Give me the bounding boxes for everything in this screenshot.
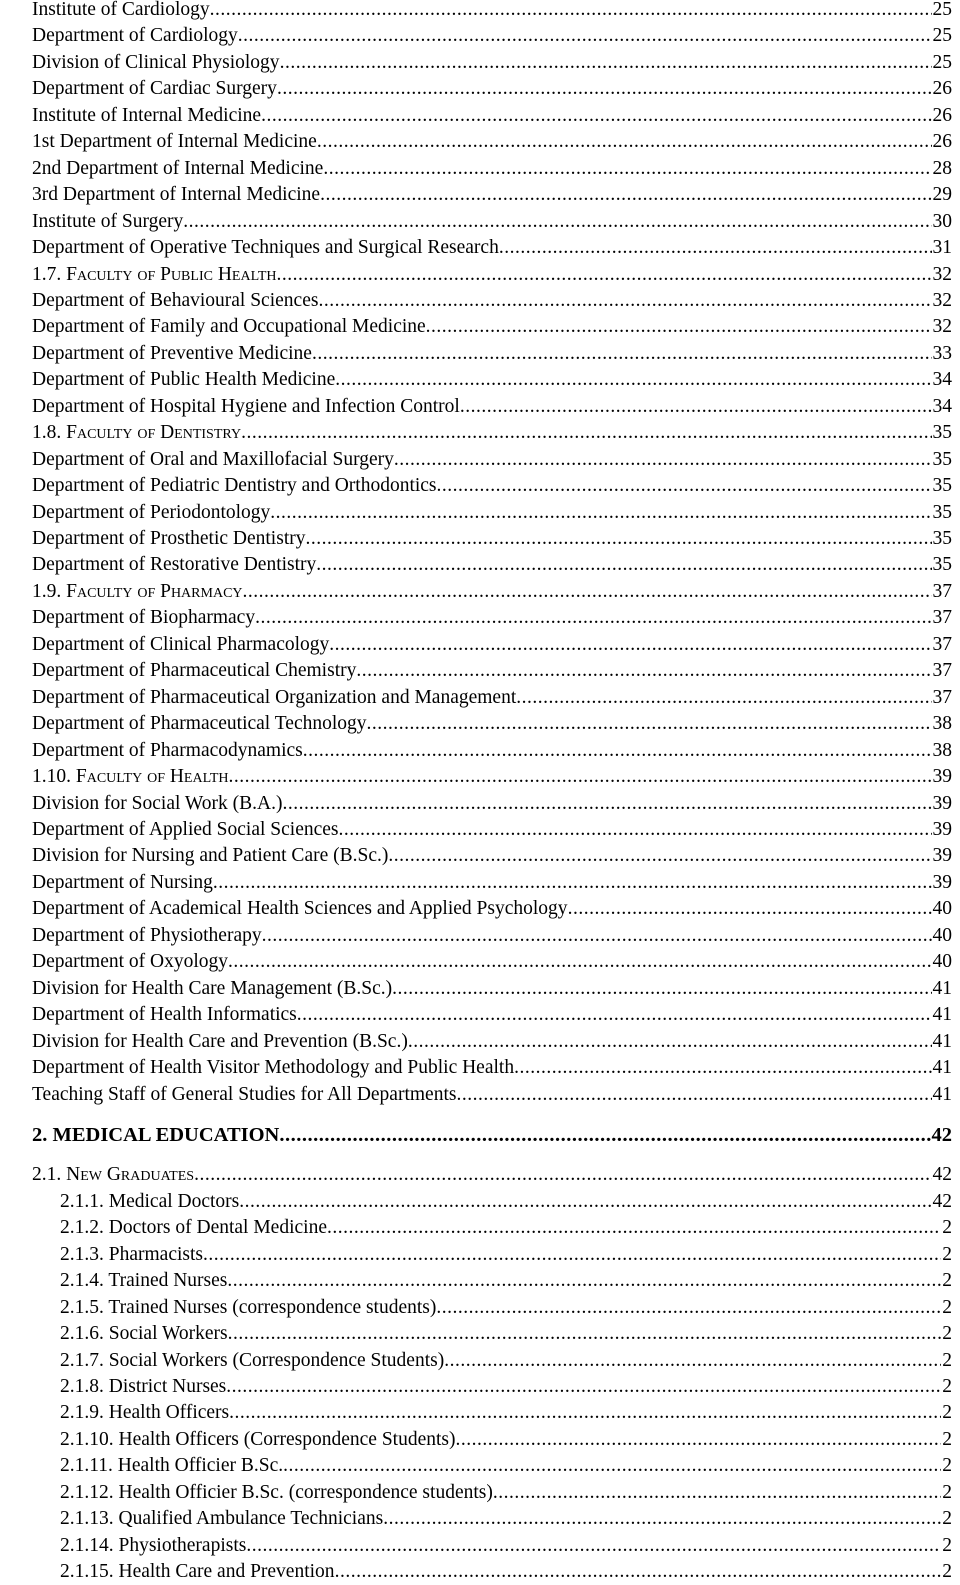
toc-entry[interactable] [60,1295,952,1321]
toc-entry-label: Department of Pharmaceutical Chemistry [32,660,357,682]
dot-leader [460,394,932,420]
toc-entry-label: Department of Clinical Pharmacology [32,633,330,655]
dot-leader [277,262,932,288]
toc-entry-page-number: 31 [932,237,952,258]
dot-leader [426,314,932,340]
toc-entry-label: 1.7. Faculty of Public Health [32,263,277,285]
toc-entry[interactable] [32,76,952,102]
toc-entry-label: 2.1.10. Health Officers (Correspondence Students) [60,1428,456,1450]
toc-entry[interactable] [32,579,952,605]
dot-leader [270,500,931,526]
dot-leader [329,632,931,658]
toc-entry-label: Department of Public Health Medicine [32,369,336,391]
toc-entry-page-number: 35 [932,528,952,549]
toc-entry[interactable] [32,526,952,552]
toc-entry-page-number: 34 [932,369,952,391]
toc-entry[interactable] [32,632,952,658]
toc-entry[interactable] [32,711,952,737]
toc-entry-page-number: 35 [932,554,952,576]
toc-entry-page-number: 2 [942,1323,952,1345]
dot-leader [339,817,932,843]
dot-leader [203,1242,941,1268]
toc-entry[interactable] [32,817,952,843]
toc-entry[interactable] [32,1029,952,1055]
dot-leader [317,129,932,155]
toc-entry-label: Department of Oral and Maxillofacial Surgery [32,448,394,470]
toc-entry-page-number: 2 [942,1376,952,1397]
dot-leader [277,76,932,102]
toc-entry[interactable] [32,288,952,314]
toc-entry-label: Department of Behavioural Sciences [32,289,319,311]
toc-entry-page-number: 37 [932,660,952,682]
dot-leader [388,843,931,869]
dot-leader [323,156,931,182]
dot-leader [516,685,931,711]
dot-leader [356,658,931,684]
toc-entry-page-number: 40 [932,898,952,920]
toc-entry-label: Department of Preventive Medicine [32,342,312,364]
toc-entry-label: 3rd Department of Internal Medicine [32,184,321,206]
toc-entry-label: Department of Family and Occupational Medicine [32,316,426,338]
toc-entry-page-number: 37 [932,580,952,602]
toc-entry-label: Department of Pharmaceutical Organization and Management [32,686,517,708]
toc-entry[interactable] [32,976,952,1002]
toc-entry-page-number: 37 [932,607,952,629]
toc-entry-label: 2.1.5. Trained Nurses (correspondence students) [60,1296,437,1318]
toc-entry-page-number: 42 [932,1190,952,1212]
toc-entry-page-number: 2 [942,1561,952,1583]
toc-entry[interactable] [32,367,952,393]
toc-entry-page-number: 26 [932,78,952,100]
dot-leader [493,1480,941,1506]
toc-entry[interactable] [60,1480,952,1506]
toc-entry-page-number: 25 [932,51,952,73]
toc-entry[interactable] [60,1374,952,1400]
dot-leader [261,103,931,129]
toc-entry-label: Department of Physiotherapy [32,924,262,946]
toc-entry-label: Division for Health Care and Prevention (B.Sc.) [32,1030,408,1052]
toc-entry-page-number: 2 [942,1481,952,1503]
dot-leader [514,1055,931,1081]
dot-leader [320,182,931,208]
toc-entry-label: Department of Pharmacodynamics [32,739,303,761]
toc-entry-label: Department of Restorative Dentistry [32,554,317,576]
toc-entry-label: Department of Applied Social Sciences [32,819,339,840]
toc-entry-label: Department of Oxyology [32,951,229,973]
toc-entry-page-number: 35 [932,501,952,523]
dot-leader [262,923,932,949]
toc-entry-label: 1.8. Faculty of Dentistry [32,422,242,444]
toc-entry-label: Department of Academical Health Sciences and Applied Psychology [32,898,568,920]
toc-entry[interactable] [32,1122,952,1148]
dot-leader [303,738,932,764]
toc-entry-page-number: 2 [942,1243,952,1265]
toc-entry-page-number: 41 [932,1004,952,1026]
toc-entry-label: 2.1.8. District Nurses [60,1376,227,1397]
dot-leader [456,1427,942,1453]
dot-leader [283,1453,941,1479]
toc-entry-label: 2.1. New Graduates [32,1164,195,1186]
dot-leader [228,949,931,975]
toc-entry-page-number: 30 [932,210,952,232]
toc-entry[interactable] [60,1268,952,1294]
toc-entry-page-number: 32 [932,289,952,311]
toc-entry-page-number: 32 [932,316,952,338]
dot-leader [241,420,931,446]
toc-entry-page-number: 40 [932,951,952,973]
dot-leader [239,1189,931,1215]
toc-entry[interactable] [60,1453,952,1479]
toc-entry-page-number: 26 [932,131,952,153]
toc-entry-label: 2.1.3. Pharmacists [60,1243,203,1265]
toc-entry-label: 2.1.6. Social Workers [60,1323,228,1345]
dot-leader [305,526,931,552]
dot-leader [408,1029,932,1055]
dot-leader [367,711,932,737]
dot-leader [246,1533,941,1559]
dot-leader [243,579,932,605]
toc-entry[interactable] [32,1082,952,1108]
toc-entry-label: Institute of Surgery [32,210,184,232]
dot-leader [229,1400,941,1426]
dot-leader [183,209,931,235]
toc-entry[interactable] [32,235,952,261]
dot-leader [436,1295,941,1321]
toc-entry[interactable] [32,209,952,235]
dot-leader [335,367,931,393]
toc-entry[interactable] [32,262,952,288]
dot-leader [437,473,932,499]
toc-entry[interactable] [32,394,952,420]
toc-entry-label: 2.1.1. Medical Doctors [60,1190,240,1212]
toc-entry-page-number: 25 [932,0,952,20]
toc-entry[interactable] [32,447,952,473]
dot-leader [297,1002,932,1028]
toc-entry-page-number: 35 [932,422,952,444]
dot-leader [392,976,931,1002]
toc-entry[interactable] [32,156,952,182]
toc-entry-label: 2.1.9. Health Officers [60,1402,230,1424]
toc-entry-page-number: 41 [932,1030,952,1052]
toc-entry[interactable] [60,1348,952,1374]
toc-entry-page-number: 2 [942,1455,952,1477]
toc-entry-label: Division for Nursing and Patient Care (B.Sc.) [32,845,389,867]
toc-entry-page-number: 26 [932,104,952,126]
toc-entry-label: Division for Health Care Management (B.Sc.) [32,977,393,999]
dot-leader [318,288,931,314]
toc-entry-label: 2.1.15. Health Care and Prevention [60,1561,335,1583]
toc-entry-page-number: 35 [932,475,952,497]
dot-leader [210,0,932,23]
toc-entry[interactable] [32,658,952,684]
dot-leader [213,870,932,896]
toc-entry-label: 1.10. Faculty of Health [32,766,229,788]
toc-entry[interactable] [60,1427,952,1453]
toc-entry[interactable] [32,473,952,499]
toc-entry-label: 2.1.13. Qualified Ambulance Technicians [60,1508,384,1530]
toc-entry[interactable] [32,685,952,711]
toc-entry-page-number: 41 [932,1057,952,1078]
toc-entry-page-number: 28 [932,157,952,179]
dot-leader [282,791,931,817]
toc-entry[interactable] [32,791,952,817]
toc-entry[interactable] [32,129,952,155]
toc-entry-label: Department of Health Visitor Methodology and Public Health [32,1057,515,1078]
toc-entry[interactable] [32,420,952,446]
toc-entry-page-number: 2 [942,1428,952,1450]
toc-entry-page-number: 25 [932,25,952,47]
dot-leader [394,447,932,473]
toc-entry-page-number: 2 [942,1217,952,1239]
toc-entry[interactable] [32,103,952,129]
toc-entry[interactable] [60,1533,952,1559]
toc-entry[interactable] [32,1055,952,1081]
toc-entry-label: Department of Cardiology [32,25,238,47]
dot-leader [312,341,932,367]
toc-entry-label: Division of Clinical Physiology [32,51,280,73]
toc-entry[interactable] [60,1559,952,1585]
toc-entry-page-number: 39 [932,871,952,893]
toc-entry[interactable] [32,50,952,76]
toc-entry-label: Department of Periodontology [32,501,271,523]
toc-entry-page-number: 2 [942,1402,952,1424]
toc-entry[interactable] [32,949,952,975]
toc-entry-label: 2.1.12. Health Officier B.Sc. (correspondence students) [60,1481,493,1503]
toc-entry-page-number: 2 [942,1534,952,1556]
toc-entry[interactable] [32,552,952,578]
toc-entry-page-number: 39 [932,819,952,840]
toc-entry-page-number: 2 [942,1508,952,1530]
dot-leader [383,1506,941,1532]
toc-entry-label: Department of Pediatric Dentistry and Orthodontics [32,475,437,497]
dot-leader [194,1162,931,1188]
dot-leader [568,896,932,922]
toc-entry-label: Teaching Staff of General Studies for All Departments [32,1083,457,1105]
dot-leader [238,23,932,49]
dot-leader [456,1082,931,1108]
toc-entry-page-number: 29 [932,184,952,206]
toc-entry-label: Department of Biopharmacy [32,607,256,629]
toc-entry[interactable] [32,605,952,631]
toc-entry[interactable] [32,1162,952,1188]
toc-entry[interactable] [60,1189,952,1215]
toc-entry-label: 2nd Department of Internal Medicine [32,157,324,179]
toc-entry[interactable] [60,1506,952,1532]
dot-leader [229,764,932,790]
toc-entry-label: Department of Health Informatics [32,1004,297,1026]
toc-entry-page-number: 2 [942,1296,952,1318]
dot-leader [227,1268,941,1294]
toc-entry-page-number: 42 [932,1164,952,1186]
toc-entry[interactable] [32,0,952,23]
toc-entry[interactable] [32,896,952,922]
toc-entry-page-number: 33 [932,342,952,364]
toc-entry-page-number: 37 [932,633,952,655]
toc-entry[interactable] [32,341,952,367]
toc-entry[interactable] [32,500,952,526]
toc-entry[interactable] [32,314,952,340]
dot-leader [226,1374,941,1400]
toc-entry-page-number: 39 [932,792,952,814]
toc-entry-label: 1st Department of Internal Medicine [32,131,317,153]
toc-entry-page-number: 38 [932,739,952,761]
toc-entry-label: Department of Nursing [32,871,213,893]
toc-entry-page-number: 35 [932,448,952,470]
toc-entry[interactable] [32,1002,952,1028]
dot-leader [228,1321,942,1347]
toc-entry[interactable] [32,870,952,896]
toc-entry-page-number: 38 [932,713,952,735]
toc-entry-page-number: 40 [932,924,952,946]
toc-entry-page-number: 2 [942,1270,952,1292]
dot-leader [499,235,932,261]
dot-leader [279,1122,930,1148]
toc-entry-label: 2.1.14. Physiotherapists [60,1534,247,1556]
toc-entry[interactable] [32,923,952,949]
toc-entry-page-number: 2 [942,1349,952,1371]
toc-entry-label: Department of Operative Techniques and Surgical Research [32,237,499,258]
toc-entry-page-number: 37 [932,686,952,708]
toc-entry-page-number: 41 [932,1083,952,1105]
toc-entry-label: 1.9. Faculty of Pharmacy [32,580,243,602]
toc-entry[interactable] [60,1400,952,1426]
toc-entry-label: Institute of Internal Medicine [32,104,262,126]
dot-leader [335,1559,942,1585]
dot-leader [444,1348,941,1374]
toc-entry-page-number: 39 [932,766,952,788]
dot-leader [316,552,931,578]
toc-entry-label: Department of Hospital Hygiene and Infection Control [32,395,460,417]
toc-entry[interactable] [32,738,952,764]
toc-entry[interactable] [60,1242,952,1268]
toc-entry[interactable] [32,764,952,790]
toc-entry-page-number: 32 [932,263,952,285]
toc-entry-label: Department of Pharmaceutical Technology [32,713,367,735]
toc-entry-label: 2.1.11. Health Officier B.Sc. [60,1455,284,1477]
toc-entry[interactable] [60,1321,952,1347]
toc-entry-label: Institute of Cardiology [32,0,210,20]
toc-entry-label: 2. MEDICAL EDUCATION [32,1123,280,1146]
toc-entry-page-number: 42 [931,1123,952,1146]
toc-entry-label: Department of Cardiac Surgery [32,78,277,100]
dot-leader [327,1215,941,1241]
toc-entry[interactable] [32,843,952,869]
toc-entry-label: 2.1.2. Doctors of Dental Medicine [60,1217,327,1239]
toc-entry-label: 2.1.4. Trained Nurses [60,1270,228,1292]
toc-entry[interactable] [32,182,952,208]
toc-entry-page-number: 41 [932,977,952,999]
dot-leader [255,605,931,631]
toc-entry-label: 2.1.7. Social Workers (Correspondence Students) [60,1349,445,1371]
toc-entry[interactable] [32,23,952,49]
toc-entry-label: Division for Social Work (B.A.) [32,792,283,814]
toc-entry[interactable] [60,1215,952,1241]
toc-entry-label: Department of Prosthetic Dentistry [32,528,306,549]
toc-entry-page-number: 34 [932,395,952,417]
toc-entry-page-number: 39 [932,845,952,867]
dot-leader [280,50,932,76]
